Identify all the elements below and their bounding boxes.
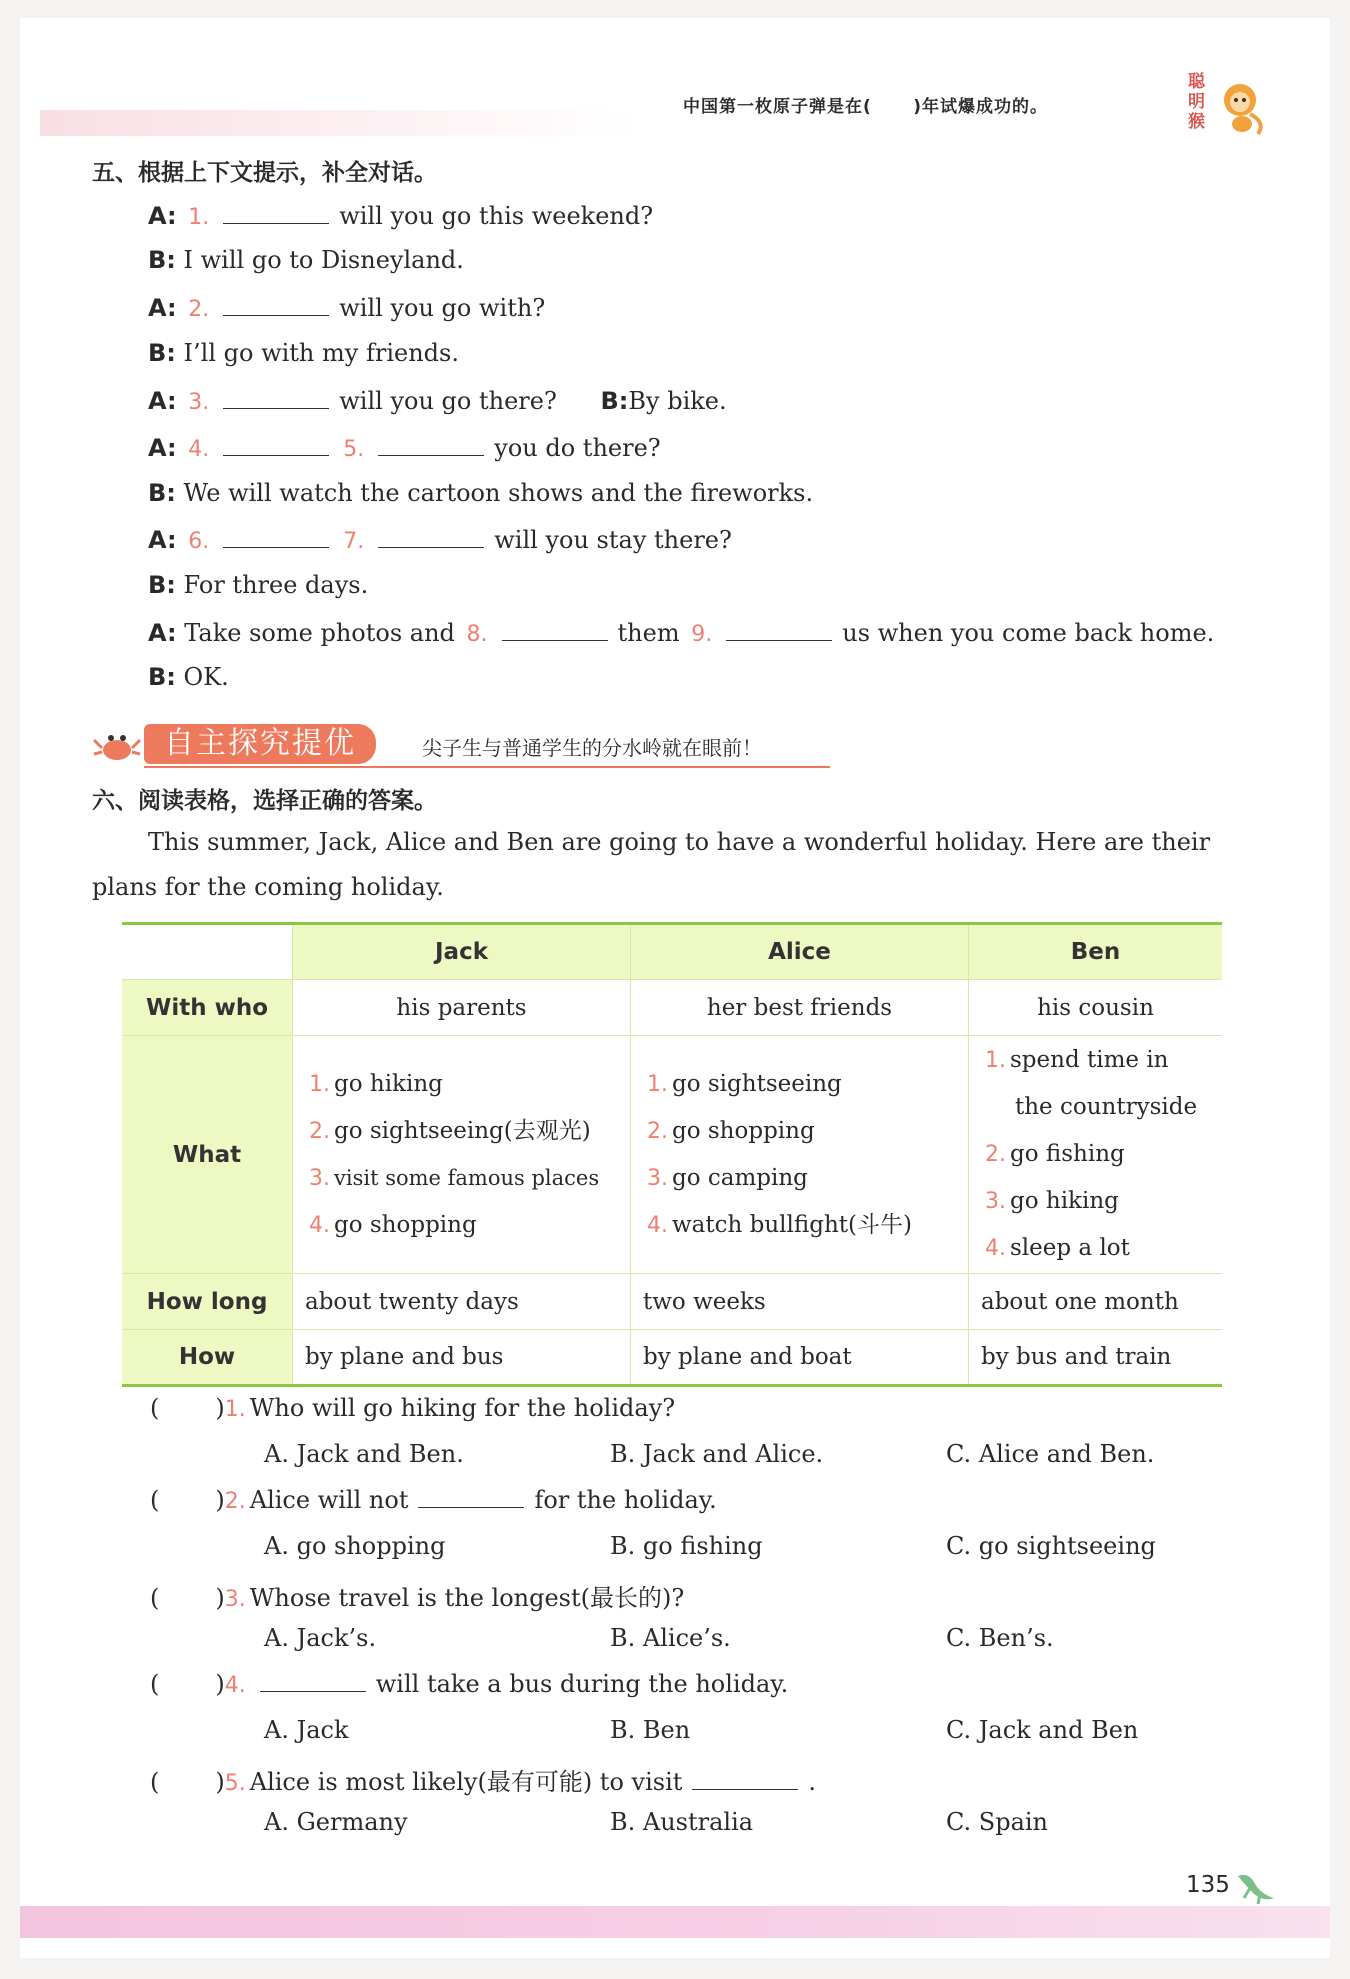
answer-blank[interactable] bbox=[223, 295, 329, 316]
option-a[interactable]: A. go shopping bbox=[264, 1532, 446, 1560]
dialogue-line: B: For three days. bbox=[148, 571, 369, 599]
answer-blank[interactable] bbox=[223, 203, 329, 224]
option-c[interactable]: C. go sightseeing bbox=[946, 1532, 1156, 1560]
list-item: 2. go shopping bbox=[647, 1117, 815, 1144]
table-cell: his parents bbox=[293, 980, 631, 1036]
answer-blank[interactable] bbox=[378, 527, 484, 548]
answer-blank[interactable] bbox=[692, 1769, 798, 1790]
answer-blank[interactable] bbox=[223, 527, 329, 548]
question: ( )1. Who will go hiking for the holiday? bbox=[150, 1394, 676, 1422]
header-tip: 中国第一枚原子弹是在( )年试爆成功的。 bbox=[683, 97, 1049, 117]
table-cell: her best friends bbox=[631, 980, 969, 1036]
question: ( )2. Alice will not for the holiday. bbox=[150, 1486, 717, 1514]
mascot-char: 聪 bbox=[1188, 72, 1205, 92]
dialogue-line: A: Take some photos and 8. them 9. us when you come back home. bbox=[148, 619, 1215, 647]
table-cell: his cousin bbox=[969, 980, 1223, 1036]
answer-blank[interactable] bbox=[223, 388, 329, 409]
option-a[interactable]: A. Jack and Ben. bbox=[264, 1440, 464, 1468]
row-label: How bbox=[122, 1330, 293, 1386]
footer-band bbox=[20, 1906, 1330, 1938]
column-header-jack: Jack bbox=[293, 924, 631, 980]
intro-line: This summer, Jack, Alice and Ben are going to have a wonderful holiday. Here are their bbox=[148, 828, 1211, 856]
question: ( )5. Alice is most likely(最有可能) to visit . bbox=[150, 1768, 817, 1796]
list-item: 4. go shopping bbox=[309, 1211, 477, 1238]
page-number: 135 bbox=[1186, 1872, 1230, 1898]
list-item: 3. go camping bbox=[647, 1164, 808, 1191]
answer-blank[interactable] bbox=[726, 620, 832, 641]
banner-note: 尖子生与普通学生的分水岭就在眼前！ bbox=[422, 736, 762, 760]
list-item: 2. go fishing bbox=[985, 1141, 1125, 1167]
section-6-title: 六、阅读表格，选择正确的答案。 bbox=[92, 788, 437, 814]
table-row bbox=[122, 980, 1222, 1036]
answer-blank[interactable] bbox=[418, 1487, 524, 1508]
option-c[interactable]: C. Alice and Ben. bbox=[946, 1440, 1155, 1468]
table-row bbox=[122, 1274, 1222, 1330]
question: ( )4. will take a bus during the holiday. bbox=[150, 1670, 789, 1698]
option-a[interactable]: A. Jack bbox=[264, 1716, 349, 1744]
dialogue-line: B: I will go to Disneyland. bbox=[148, 246, 464, 274]
table-cell: by plane and boat bbox=[631, 1330, 969, 1386]
list-item: 4. watch bullfight(斗牛) bbox=[647, 1211, 912, 1238]
answer-blank[interactable] bbox=[378, 435, 484, 456]
option-b[interactable]: B. Ben bbox=[610, 1716, 691, 1744]
banner-title: 自主探究提优 bbox=[144, 724, 376, 764]
option-b[interactable]: B. Alice’s. bbox=[610, 1624, 731, 1652]
dialogue-line: B: I’ll go with my friends. bbox=[148, 339, 459, 367]
option-b[interactable]: B. go fishing bbox=[610, 1532, 763, 1560]
dialogue-line: A: 3. will you go there? B:By bike. bbox=[148, 387, 727, 415]
dialogue-line: B: We will watch the cartoon shows and the fireworks. bbox=[148, 479, 814, 507]
table-cell bbox=[631, 1036, 969, 1274]
list-item: 1. go hiking bbox=[309, 1070, 443, 1097]
table-cell: two weeks bbox=[631, 1274, 969, 1330]
header-band bbox=[40, 110, 640, 136]
crab-icon bbox=[92, 726, 142, 766]
list-item: 1. spend time in bbox=[985, 1047, 1169, 1073]
holiday-plan-table bbox=[122, 922, 1222, 1387]
mascot-char: 明 bbox=[1188, 92, 1205, 112]
section-banner bbox=[92, 722, 832, 770]
dialogue-line: A: 4. 5. you do there? bbox=[148, 434, 661, 462]
section-5-title: 五、根据上下文提示，补全对话。 bbox=[92, 160, 437, 186]
table-row bbox=[122, 1330, 1222, 1386]
table-cell bbox=[969, 1036, 1223, 1274]
banner-underline bbox=[144, 766, 830, 768]
row-label: With who bbox=[122, 980, 293, 1036]
option-a[interactable]: A. Jack’s. bbox=[264, 1624, 377, 1652]
answer-blank[interactable] bbox=[223, 435, 329, 456]
row-label: How long bbox=[122, 1274, 293, 1330]
list-item: 3. go hiking bbox=[985, 1188, 1119, 1214]
dialogue-line: B: OK. bbox=[148, 663, 229, 691]
column-header-alice: Alice bbox=[631, 924, 969, 980]
table-cell: by plane and bus bbox=[293, 1330, 631, 1386]
table-cell: about one month bbox=[969, 1274, 1223, 1330]
list-item-continued: the countryside bbox=[1015, 1094, 1198, 1120]
option-b[interactable]: B. Australia bbox=[610, 1808, 754, 1836]
dialogue-line: A: 6. 7. will you stay there? bbox=[148, 526, 732, 554]
list-item: 2. go sightseeing(去观光) bbox=[309, 1117, 591, 1144]
lizard-icon bbox=[1234, 1868, 1282, 1908]
table-corner bbox=[122, 924, 293, 980]
table-row bbox=[122, 1036, 1222, 1274]
dialogue-line: A: 1. will you go this weekend? bbox=[148, 202, 654, 230]
row-label: What bbox=[122, 1036, 293, 1274]
mascot-char: 猴 bbox=[1188, 112, 1205, 132]
dialogue-line: A: 2. will you go with? bbox=[148, 294, 546, 322]
option-c[interactable]: C. Spain bbox=[946, 1808, 1049, 1836]
table-cell bbox=[293, 1036, 631, 1274]
answer-blank[interactable] bbox=[502, 620, 608, 641]
list-item: 1. go sightseeing bbox=[647, 1070, 842, 1097]
option-c[interactable]: C. Jack and Ben bbox=[946, 1716, 1139, 1744]
list-item: 3. visit some famous places bbox=[309, 1165, 600, 1191]
option-c[interactable]: C. Ben’s. bbox=[946, 1624, 1054, 1652]
answer-blank[interactable] bbox=[260, 1671, 366, 1692]
intro-line: plans for the coming holiday. bbox=[92, 873, 444, 901]
list-item: 4. sleep a lot bbox=[985, 1235, 1130, 1261]
option-b[interactable]: B. Jack and Alice. bbox=[610, 1440, 824, 1468]
option-a[interactable]: A. Germany bbox=[264, 1808, 408, 1836]
table-cell: by bus and train bbox=[969, 1330, 1223, 1386]
question: ( )3. Whose travel is the longest(最长的)? bbox=[150, 1584, 685, 1612]
column-header-ben: Ben bbox=[969, 924, 1223, 980]
table-cell: about twenty days bbox=[293, 1274, 631, 1330]
